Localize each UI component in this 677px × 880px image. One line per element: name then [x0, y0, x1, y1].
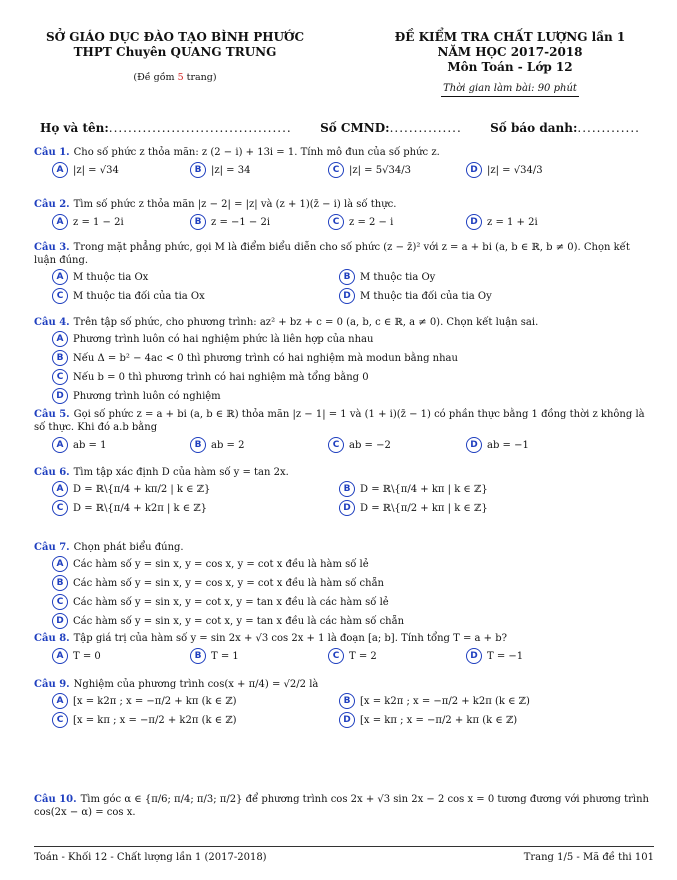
option-letter-badge: B: [52, 575, 68, 591]
footer-right: Trang 1/5 - Mã đề thi 101: [523, 852, 654, 863]
page-footer: [34, 852, 654, 863]
option-text: D = ℝ\{π/4 + kπ/2 | k ∈ ℤ}: [73, 483, 211, 495]
question-number: Câu 10.: [34, 794, 77, 805]
question-stem: [34, 408, 654, 434]
header-left: [40, 30, 310, 85]
option-text: z = 2 − i: [349, 216, 394, 228]
option-text: Phương trình luôn có nghiệm: [73, 390, 221, 402]
option-c[interactable]: [328, 648, 466, 664]
option-text: z = 1 − 2i: [73, 216, 124, 228]
footer-divider: [34, 846, 654, 847]
option-a[interactable]: [52, 331, 654, 347]
option-text: T = 0: [73, 650, 101, 662]
question-number: Câu 2.: [34, 199, 70, 210]
option-b[interactable]: [190, 162, 328, 178]
option-text: |z| = 34: [211, 164, 251, 176]
question-stem: [34, 678, 654, 691]
option-text: Phương trình luôn có hai nghiệm phức là liên hợp của nhau: [73, 333, 374, 345]
question-number: Câu 7.: [34, 542, 70, 553]
question-text: Tìm tập xác định D của hàm số y = tan 2x.: [73, 467, 289, 478]
option-text: ab = −1: [487, 439, 529, 451]
option-letter-badge: B: [190, 437, 206, 453]
question-5: [34, 408, 654, 453]
option-text: [x = k2π ; x = −π/2 + k2π (k ∈ ℤ): [360, 695, 530, 707]
option-a[interactable]: [52, 269, 339, 285]
option-letter-badge: C: [52, 712, 68, 728]
option-letter-badge: B: [52, 350, 68, 366]
answer-options: [34, 437, 654, 453]
option-text: z = 1 + 2i: [487, 216, 538, 228]
question-6: [34, 466, 654, 519]
question-number: Câu 9.: [34, 679, 70, 690]
option-text: ab = −2: [349, 439, 391, 451]
option-text: Các hàm số y = sin x, y = cos x, y = cot x đều là hàm số lẻ: [73, 558, 369, 570]
question-text: Tập giá trị của hàm số y = sin 2x + √3 cos 2x + 1 là đoạn [a; b]. Tính tổng T = a + b?: [73, 633, 508, 644]
option-d[interactable]: [466, 437, 604, 453]
question-text: Tìm góc α ∈ {π/6; π/4; π/3; π/2} để phương trình cos 2x + √3 sin 2x − 2 cos x = 0 tương đương với phương trình cos(2x − α) = cos x.: [34, 794, 650, 818]
question-number: Câu 1.: [34, 147, 70, 158]
option-d[interactable]: [339, 288, 626, 304]
option-letter-badge: B: [190, 214, 206, 230]
option-a[interactable]: [52, 481, 339, 497]
answer-options: [34, 214, 654, 230]
option-b[interactable]: [339, 481, 626, 497]
option-letter-badge: D: [466, 214, 482, 230]
question-stem: [34, 198, 654, 211]
option-letter-badge: C: [328, 162, 344, 178]
option-a[interactable]: [52, 648, 190, 664]
option-letter-badge: D: [52, 613, 68, 629]
option-text: Các hàm số y = sin x, y = cot x, y = tan x đều là các hàm số lẻ: [73, 596, 389, 608]
question-number: Câu 5.: [34, 409, 70, 420]
option-b[interactable]: [190, 214, 328, 230]
option-letter-badge: C: [328, 437, 344, 453]
exam-title: ĐỀ KIỂM TRA CHẤT LƯỢNG lần 1: [394, 30, 626, 44]
answer-options: [34, 481, 654, 519]
option-a[interactable]: [52, 214, 190, 230]
option-letter-badge: D: [339, 288, 355, 304]
option-letter-badge: D: [52, 388, 68, 404]
school-name: THPT Chuyên QUANG TRUNG: [73, 45, 277, 59]
school-year: NĂM HỌC 2017-2018: [437, 45, 583, 59]
option-letter-badge: D: [466, 437, 482, 453]
option-letter-badge: D: [339, 500, 355, 516]
option-text: Nếu Δ = b² − 4ac < 0 thì phương trình có hai nghiệm mà modun bằng nhau: [73, 352, 458, 364]
option-letter-badge: B: [190, 162, 206, 178]
question-number: Câu 4.: [34, 317, 70, 328]
option-letter-badge: A: [52, 556, 68, 572]
option-c[interactable]: [52, 369, 654, 385]
answer-options: [34, 269, 654, 307]
option-b[interactable]: [339, 269, 626, 285]
subject: Môn Toán - Lớp 12: [447, 60, 573, 74]
option-d[interactable]: [52, 613, 654, 629]
option-letter-badge: A: [52, 648, 68, 664]
question-stem: [34, 146, 654, 159]
option-text: D = ℝ\{π/2 + kπ | k ∈ ℤ}: [360, 502, 488, 514]
question-stem: [34, 541, 654, 554]
option-letter-badge: A: [52, 269, 68, 285]
option-letter-badge: A: [52, 331, 68, 347]
option-letter-badge: B: [339, 481, 355, 497]
question-text: Trong mặt phẳng phức, gọi M là điểm biểu diễn cho số phức (z − z̄)² với z = a + bi (a, b ∈ ℝ, b ≠ 0). Chọn kết luận đúng.: [34, 242, 630, 266]
question-2: [34, 198, 654, 230]
option-letter-badge: A: [52, 693, 68, 709]
option-c[interactable]: [328, 162, 466, 178]
option-letter-badge: D: [466, 162, 482, 178]
answer-options: [34, 162, 654, 178]
option-text: ab = 1: [73, 439, 107, 451]
option-c[interactable]: [328, 437, 466, 453]
option-letter-badge: A: [52, 481, 68, 497]
option-letter-badge: A: [52, 437, 68, 453]
question-text: Chọn phát biểu đúng.: [73, 542, 184, 553]
option-text: M thuộc tia Ox: [73, 271, 149, 283]
answer-options: [34, 331, 654, 404]
option-letter-badge: D: [339, 712, 355, 728]
option-d[interactable]: [339, 500, 626, 516]
option-c[interactable]: [52, 288, 339, 304]
option-c[interactable]: [328, 214, 466, 230]
option-text: Các hàm số y = sin x, y = cos x, y = cot x đều là hàm số chẵn: [73, 577, 385, 589]
option-text: |z| = √34/3: [487, 164, 543, 176]
option-letter-badge: C: [328, 648, 344, 664]
option-text: D = ℝ\{π/4 + kπ | k ∈ ℤ}: [360, 483, 488, 495]
question-stem: [34, 632, 654, 645]
question-number: Câu 8.: [34, 633, 70, 644]
option-text: M thuộc tia đối của tia Ox: [73, 290, 205, 302]
answer-options: [34, 648, 654, 664]
option-b[interactable]: [339, 693, 626, 709]
question-1: [34, 146, 654, 178]
question-stem: [34, 316, 654, 329]
option-d[interactable]: [466, 214, 604, 230]
option-d[interactable]: [339, 712, 626, 728]
answer-options: [34, 556, 654, 629]
option-letter-badge: A: [52, 162, 68, 178]
option-b[interactable]: [52, 575, 654, 591]
option-text: M thuộc tia Oy: [360, 271, 436, 283]
question-4: [34, 316, 654, 407]
option-a[interactable]: [52, 437, 190, 453]
option-letter-badge: C: [52, 288, 68, 304]
option-b[interactable]: [52, 350, 654, 366]
option-d[interactable]: [52, 388, 654, 404]
department-name: SỞ GIÁO DỤC ĐÀO TẠO BÌNH PHƯỚC: [45, 30, 305, 44]
footer-left: Toán - Khối 12 - Chất lượng lần 1 (2017-2018): [34, 852, 267, 863]
option-a[interactable]: [52, 693, 339, 709]
sbd-field: Số báo danh:.............: [490, 121, 640, 135]
answer-options: [34, 693, 654, 731]
option-b[interactable]: [190, 437, 328, 453]
option-text: D = ℝ\{π/4 + k2π | k ∈ ℤ}: [73, 502, 208, 514]
option-letter-badge: A: [52, 214, 68, 230]
option-text: [x = kπ ; x = −π/2 + kπ (k ∈ ℤ): [360, 714, 518, 726]
student-info-line: [40, 121, 640, 135]
option-text: |z| = √34: [73, 164, 119, 176]
question-text: Cho số phức z thỏa mãn: z (2 − i) + 13i = 1. Tính mô đun của số phức z.: [73, 147, 440, 158]
question-text: Nghiệm của phương trình cos(x + π/4) = √2/2 là: [73, 679, 319, 690]
question-stem: [34, 241, 654, 267]
header-right: [370, 30, 650, 97]
option-text: [x = kπ ; x = −π/2 + k2π (k ∈ ℤ): [73, 714, 237, 726]
option-letter-badge: B: [339, 269, 355, 285]
option-letter-badge: D: [466, 648, 482, 664]
option-text: Các hàm số y = sin x, y = cot x, y = tan x đều là các hàm số chẵn: [73, 615, 405, 627]
option-letter-badge: C: [52, 594, 68, 610]
question-stem: [34, 466, 654, 479]
option-text: ab = 2: [211, 439, 245, 451]
question-text: Tìm số phức z thỏa mãn |z − 2| = |z| và (z + 1)(z̄ − i) là số thực.: [73, 199, 397, 210]
option-d[interactable]: [466, 162, 604, 178]
question-3: [34, 241, 654, 307]
question-text: Trên tập số phức, cho phương trình: az² + bz + c = 0 (a, b, c ∈ ℝ, a ≠ 0). Chọn kết luận sai.: [73, 317, 539, 328]
option-text: z = −1 − 2i: [211, 216, 271, 228]
page-count-note: (Đề gồm 5 trang): [133, 72, 217, 83]
question-9: [34, 678, 654, 731]
option-text: Nếu b = 0 thì phương trình có hai nghiệm mà tổng bằng 0: [73, 371, 369, 383]
option-text: |z| = 5√34/3: [349, 164, 411, 176]
exam-time: Thời gian làm bài: 90 phút: [441, 81, 579, 97]
question-text: Gọi số phức z = a + bi (a, b ∈ ℝ) thỏa mãn |z − 1| = 1 và (1 + i)(z̄ − 1) có phần thực bằng 1 đồng thời z không là số thực. Khi đó a.b bằng: [34, 409, 645, 433]
question-7: [34, 541, 654, 632]
option-d[interactable]: [466, 648, 604, 664]
option-text: T = 2: [349, 650, 377, 662]
question-number: Câu 3.: [34, 242, 70, 253]
option-letter-badge: B: [190, 648, 206, 664]
option-letter-badge: C: [328, 214, 344, 230]
option-text: M thuộc tia đối của tia Oy: [360, 290, 492, 302]
option-a[interactable]: [52, 162, 190, 178]
question-8: [34, 632, 654, 664]
option-letter-badge: C: [52, 500, 68, 516]
option-text: T = −1: [487, 650, 524, 662]
option-c[interactable]: [52, 594, 654, 610]
option-a[interactable]: [52, 556, 654, 572]
option-c[interactable]: [52, 500, 339, 516]
question-number: Câu 6.: [34, 467, 70, 478]
option-b[interactable]: [190, 648, 328, 664]
cmnd-field: Số CMND:...............: [320, 121, 462, 135]
option-letter-badge: B: [339, 693, 355, 709]
option-letter-badge: C: [52, 369, 68, 385]
question-10: [34, 793, 654, 819]
name-field: Họ và tên:......................................: [40, 121, 292, 135]
option-text: T = 1: [211, 650, 239, 662]
option-text: [x = k2π ; x = −π/2 + kπ (k ∈ ℤ): [73, 695, 237, 707]
option-c[interactable]: [52, 712, 339, 728]
question-stem: [34, 793, 654, 819]
